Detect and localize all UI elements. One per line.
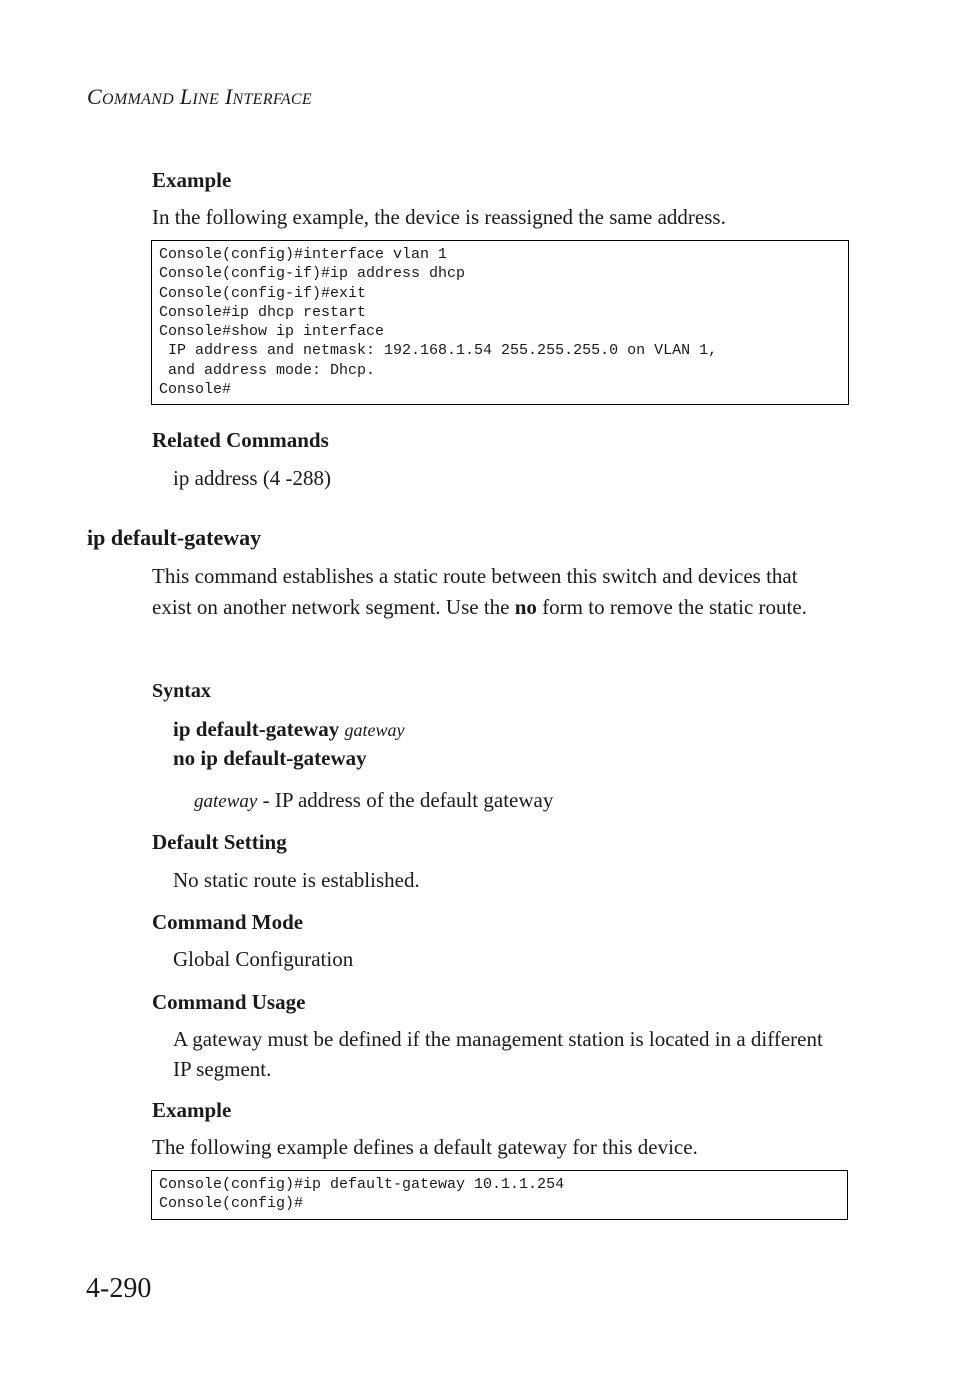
command-usage-text: A gateway must be defined if the management station is located in a different IP segment. <box>173 1027 823 1081</box>
code-line: IP address and netmask: 192.168.1.54 255.255.255.0 on VLAN 1, <box>159 342 718 360</box>
running-header <box>87 84 312 110</box>
syntax-heading: Syntax <box>152 680 211 702</box>
section-title: ip default-gateway <box>87 525 262 550</box>
code-line: Console(config)# <box>159 1195 304 1213</box>
related-commands-heading: Related Commands <box>152 428 329 452</box>
no-keyword: no <box>514 595 537 619</box>
default-setting-text: No static route is established. <box>173 868 420 892</box>
code-line: Console(config-if)#ip address dhcp <box>159 265 466 283</box>
code-line: Console(config-if)#exit <box>159 284 367 302</box>
example-intro-2: The following example defines a default gateway for this device. <box>152 1135 698 1159</box>
default-setting-heading: Default Setting <box>152 830 287 854</box>
header-word-3: INTERFACE <box>224 84 312 109</box>
syntax-line-1: ip default-gateway gateway <box>173 717 405 741</box>
parameter-description: gateway - IP address of the default gateway <box>194 788 554 812</box>
header-word-2: LINE <box>179 84 220 109</box>
code-line: Console#show ip interface <box>159 323 385 341</box>
header-word-1: COMMAND <box>87 84 174 109</box>
section-description: This command establishes a static route between this switch and devices that exist on another network segment. Use the no form to remove the static route. <box>152 564 807 619</box>
page-number: 4-290 <box>86 1273 152 1304</box>
related-command-link[interactable]: ip address (4 -288) <box>173 466 332 490</box>
command-usage-heading: Command Usage <box>152 990 306 1014</box>
example-heading: Example <box>152 168 232 192</box>
code-block-2 <box>151 1170 848 1220</box>
command-mode-heading: Command Mode <box>152 910 304 934</box>
code-line: Console(config)#interface vlan 1 <box>159 246 448 263</box>
code-line: and address mode: Dhcp. <box>159 361 376 379</box>
example-heading-2: Example <box>152 1098 232 1122</box>
code-line: Console# <box>159 381 232 399</box>
code-line: Console#ip dhcp restart <box>159 303 367 321</box>
syntax-line-2: no ip default-gateway <box>173 746 367 770</box>
param-name: gateway <box>194 791 258 812</box>
code-block-1 <box>151 240 849 405</box>
code-line: Console(config)#ip default-gateway 10.1.1.254 <box>159 1176 565 1193</box>
example-intro: In the following example, the device is reassigned the same address. <box>152 205 726 229</box>
command-mode-text: Global Configuration <box>173 947 354 971</box>
syntax-param: gateway <box>344 720 405 740</box>
